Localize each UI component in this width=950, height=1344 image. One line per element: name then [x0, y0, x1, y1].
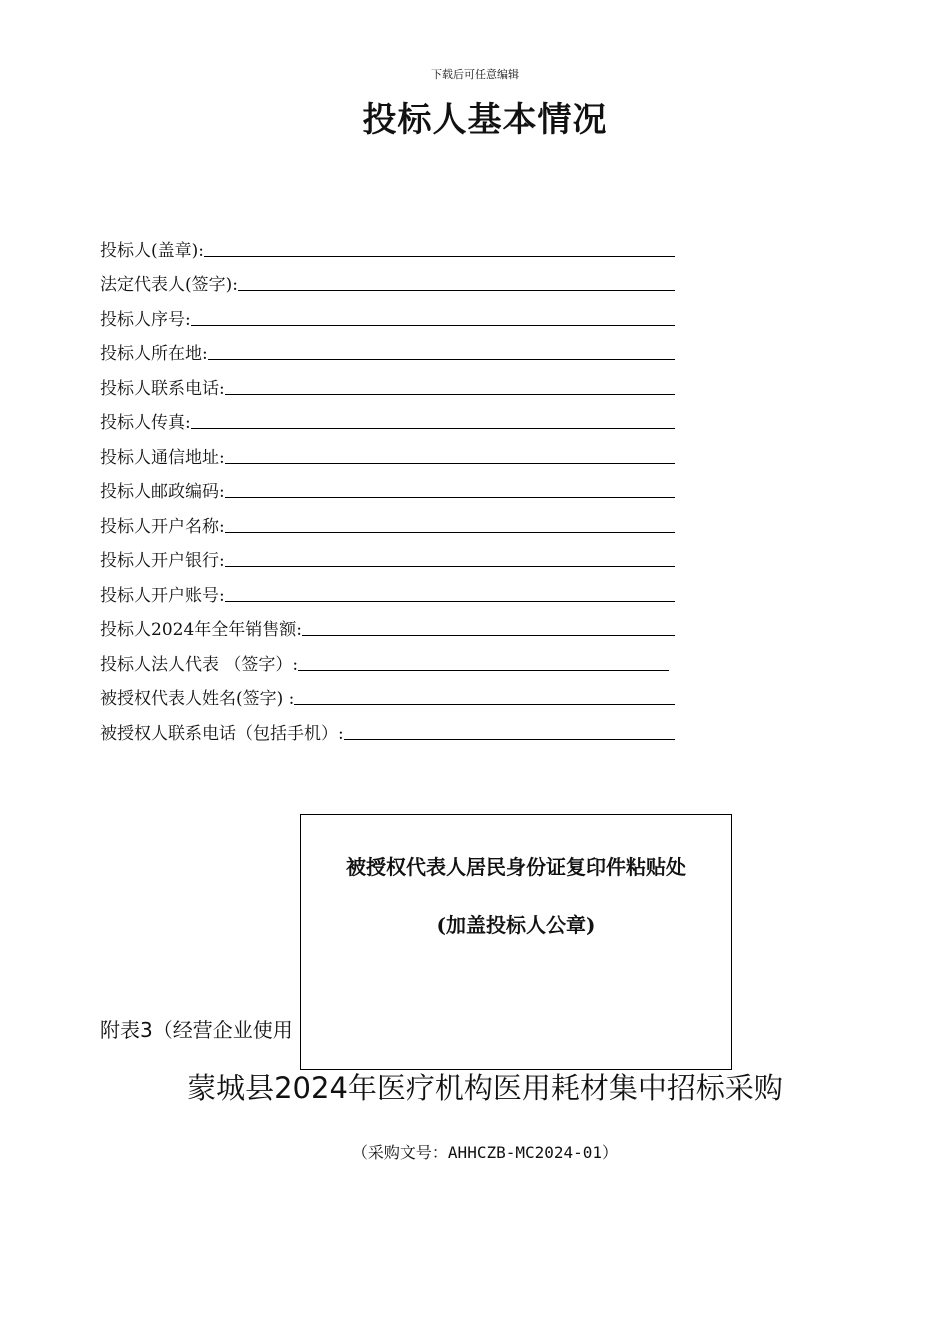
- fill-in-line[interactable]: [191, 324, 675, 326]
- field-label: 投标人传真:: [100, 413, 191, 433]
- fill-in-line[interactable]: [302, 634, 675, 636]
- page-title: 投标人基本情况: [362, 100, 608, 140]
- fill-in-line[interactable]: [298, 669, 669, 671]
- fill-in-line[interactable]: [344, 738, 675, 740]
- fill-in-line[interactable]: [225, 393, 675, 395]
- fill-in-line[interactable]: [204, 255, 675, 257]
- field-label: 投标人(盖章):: [100, 240, 204, 261]
- field-label: 被授权代表人姓名(签字) :: [100, 689, 295, 709]
- id-copy-paste-box: [300, 814, 732, 1070]
- id-box-subtitle: (加盖投标人公章): [436, 913, 596, 937]
- field-label: 投标人所在地:: [100, 344, 208, 364]
- form-row-address: [100, 433, 675, 468]
- field-label: 投标人2024年全年销售额:: [100, 620, 302, 640]
- form-row-legal-rep-sign: [100, 640, 675, 675]
- form-row-seal: [100, 226, 675, 261]
- form-row-legal-rep: [100, 261, 675, 296]
- header-note: 下载后可任意编辑: [431, 68, 519, 81]
- fill-in-line[interactable]: [225, 462, 675, 464]
- field-label: 投标人邮政编码:: [100, 482, 225, 502]
- fill-in-line[interactable]: [208, 358, 675, 360]
- form-row-fax: [100, 399, 675, 434]
- field-label: 投标人开户银行:: [100, 551, 225, 571]
- field-label: 被授权人联系电话（包括手机）:: [100, 723, 344, 744]
- bidder-info-form: [100, 226, 675, 744]
- fill-in-line[interactable]: [225, 600, 675, 602]
- fill-in-line[interactable]: [225, 565, 675, 567]
- field-label: 投标人联系电话:: [100, 378, 225, 399]
- form-row-serial: [100, 295, 675, 330]
- appendix-label: 附表3（经营企业使用: [100, 1018, 293, 1042]
- form-row-authorized-phone: [100, 709, 675, 744]
- form-row-postcode: [100, 468, 675, 503]
- form-row-annual-sales: [100, 606, 675, 641]
- form-row-account-name: [100, 502, 675, 537]
- fill-in-line[interactable]: [225, 531, 675, 533]
- field-label: 法定代表人(签字):: [100, 275, 238, 295]
- field-label: 投标人序号:: [100, 309, 191, 330]
- field-label: 投标人开户账号:: [100, 585, 225, 606]
- form-row-location: [100, 330, 675, 365]
- field-label: 投标人通信地址:: [100, 447, 225, 468]
- id-box-title: 被授权代表人居民身份证复印件粘贴处: [346, 855, 686, 879]
- field-label: 投标人法人代表 （签字）:: [100, 654, 299, 675]
- form-row-bank: [100, 537, 675, 572]
- field-label: 投标人开户名称:: [100, 516, 225, 537]
- form-row-account-number: [100, 571, 675, 606]
- fill-in-line[interactable]: [225, 496, 675, 498]
- project-title: 蒙城县2024年医疗机构医用耗材集中招标采购: [187, 1071, 783, 1105]
- form-row-authorized-name: [100, 675, 675, 710]
- document-number: （采购文号：AHHCZB-MC2024-01）: [351, 1143, 619, 1162]
- fill-in-line[interactable]: [238, 289, 675, 291]
- form-row-phone: [100, 364, 675, 399]
- fill-in-line[interactable]: [191, 427, 675, 429]
- fill-in-line[interactable]: [294, 703, 675, 705]
